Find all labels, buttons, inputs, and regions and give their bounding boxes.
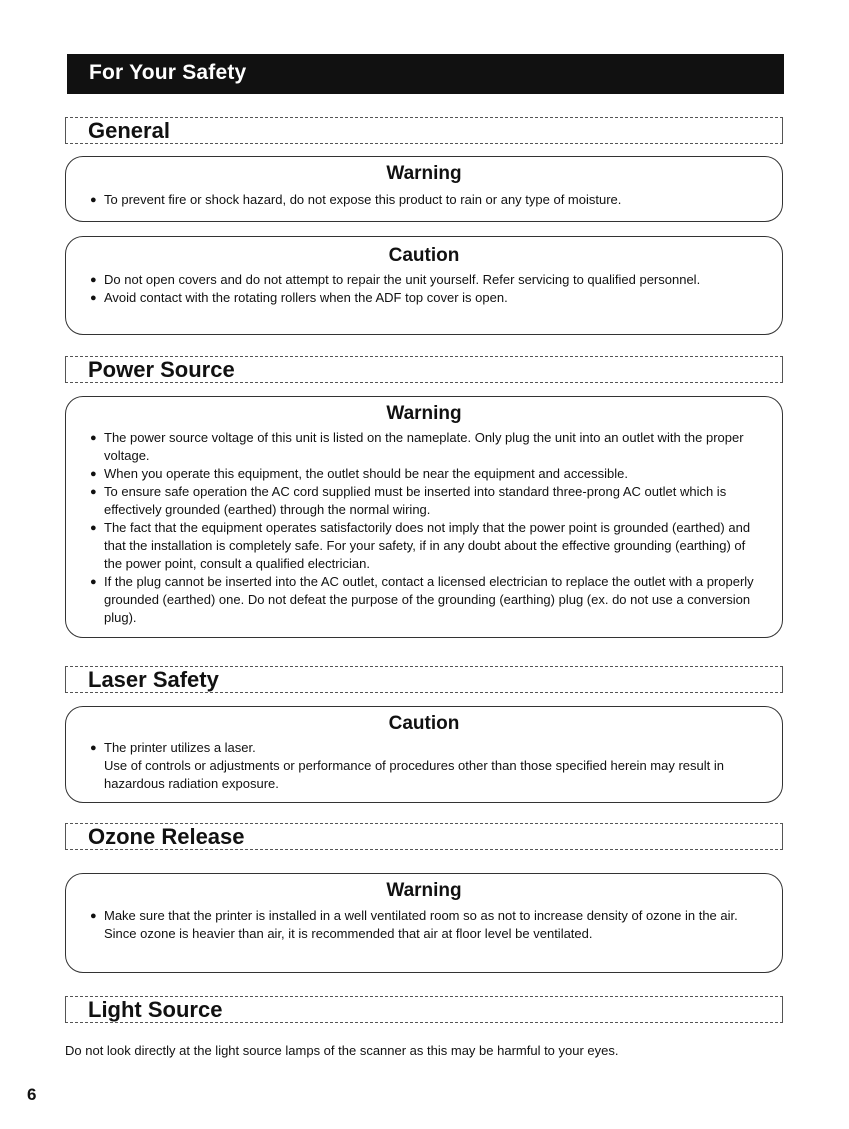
warning-box-ozone-release bbox=[65, 873, 783, 973]
list-item: ● Make sure that the printer is installed in a well ventilated room so as not to increase density of ozone in the air. Since ozone is heavier than air, it is recommended that air at floor level be ventilated. bbox=[90, 908, 738, 941]
list-item: ● To prevent fire or shock hazard, do not expose this product to rain or any type of moisture. bbox=[90, 192, 622, 207]
list-item: ● The fact that the equipment operates satisfactorily does not imply that the power point is grounded (earthed) and that the installation is completely safe. For your safety, if in any doubt about the effective grounding (earthing) of the power point, consult a qualified electrician. bbox=[90, 520, 751, 571]
section-header-light-source bbox=[65, 996, 783, 1023]
section-header-general bbox=[65, 117, 783, 144]
section-title: Power Source bbox=[88, 357, 235, 382]
list-item: ● Do not open covers and do not attempt to repair the unit yourself. Refer servicing to qualified personnel. bbox=[90, 272, 701, 287]
bullet-icon: ● bbox=[90, 432, 97, 444]
box-heading: Warning bbox=[386, 880, 462, 901]
page-banner: For Your Safety bbox=[67, 54, 784, 94]
section-title: Laser Safety bbox=[88, 667, 219, 692]
warning-box-power-source bbox=[65, 396, 783, 638]
list-item: ● When you operate this equipment, the outlet should be near the equipment and accessible. bbox=[90, 466, 628, 481]
section-header-laser-safety bbox=[65, 666, 783, 693]
bullet-icon: ● bbox=[90, 292, 97, 304]
list-item: ● The printer utilizes a laser. bbox=[90, 740, 256, 755]
box-heading: Caution bbox=[388, 245, 460, 266]
box-heading: Caution bbox=[388, 713, 460, 734]
box-heading: Warning bbox=[386, 163, 462, 184]
laser-continuation-text: Use of controls or adjustments or performance of procedures other than those specified herein may result in hazardous radiation exposure. bbox=[104, 758, 724, 791]
box-heading: Warning bbox=[386, 403, 462, 424]
bullet-icon: ● bbox=[90, 274, 97, 286]
bullet-icon: ● bbox=[90, 522, 97, 534]
section-title: Ozone Release bbox=[88, 824, 245, 849]
section-header-power-source bbox=[65, 356, 783, 383]
section-title: Light Source bbox=[88, 997, 223, 1022]
section-header-ozone-release bbox=[65, 823, 783, 850]
caution-box-laser-safety bbox=[65, 706, 783, 803]
bullet-icon: ● bbox=[90, 194, 97, 206]
page-number: 6 bbox=[27, 1085, 37, 1104]
bullet-icon: ● bbox=[90, 910, 97, 922]
warning-box-general bbox=[65, 156, 783, 222]
list-item: ● To ensure safe operation the AC cord supplied must be inserted into standard three-prong AC outlet which is effectively grounded (earthed) through the normal wiring. bbox=[90, 484, 727, 517]
list-item: ● Avoid contact with the rotating rollers when the ADF top cover is open. bbox=[90, 290, 508, 305]
bullet-icon: ● bbox=[90, 468, 97, 480]
bullet-icon: ● bbox=[90, 576, 97, 588]
list-item: ● If the plug cannot be inserted into the AC outlet, contact a licensed electrician to replace the outlet with a properly grounded (earthed) one. Do not defeat the purpose of the grounding (earthing) plug (ex. do not use a conversion plug). bbox=[90, 574, 754, 625]
caution-box-general bbox=[65, 236, 783, 335]
section-title: General bbox=[88, 118, 170, 143]
bullet-icon: ● bbox=[90, 742, 97, 754]
bullet-icon: ● bbox=[90, 486, 97, 498]
list-item: ● The power source voltage of this unit is listed on the nameplate. Only plug the unit into an outlet with the proper voltage. bbox=[90, 430, 744, 463]
light-source-text: Do not look directly at the light source lamps of the scanner as this may be harmful to your eyes. bbox=[65, 1043, 619, 1058]
